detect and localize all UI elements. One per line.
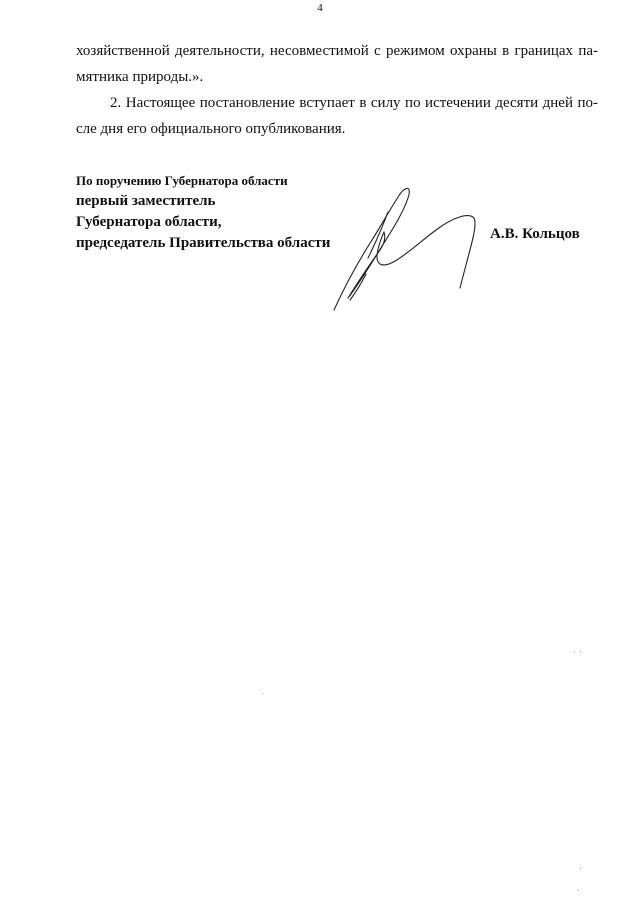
page-number: 4 — [317, 2, 323, 14]
position-line: Губернатора области, — [76, 214, 222, 230]
on-behalf-line: По поручению Губернатора области — [76, 173, 288, 188]
paragraph-line: хозяйственной деятельности, несовместимой с режимом охраны в границах па- — [76, 43, 598, 59]
scan-speck — [574, 651, 575, 652]
scan-speck — [262, 693, 263, 694]
position-line: первый заместитель — [76, 193, 216, 209]
position-line: председатель Правительства области — [76, 235, 331, 251]
scan-speck — [578, 890, 579, 891]
paragraph-line: 2. Настоящее постановление вступает в силу по истечении десяти дней по- — [110, 95, 598, 111]
paragraph-line: мятника природы.». — [76, 69, 204, 85]
scan-speck — [580, 868, 581, 869]
signer-name: А.В. Кольцов — [490, 226, 580, 242]
signature-block — [76, 170, 330, 254]
handwritten-signature — [328, 184, 488, 314]
scan-speck — [580, 651, 581, 652]
paragraph-line: сле дня его официального опубликования. — [76, 121, 346, 137]
paragraph-continuation — [76, 38, 598, 90]
paragraph-effective-date — [76, 90, 598, 142]
